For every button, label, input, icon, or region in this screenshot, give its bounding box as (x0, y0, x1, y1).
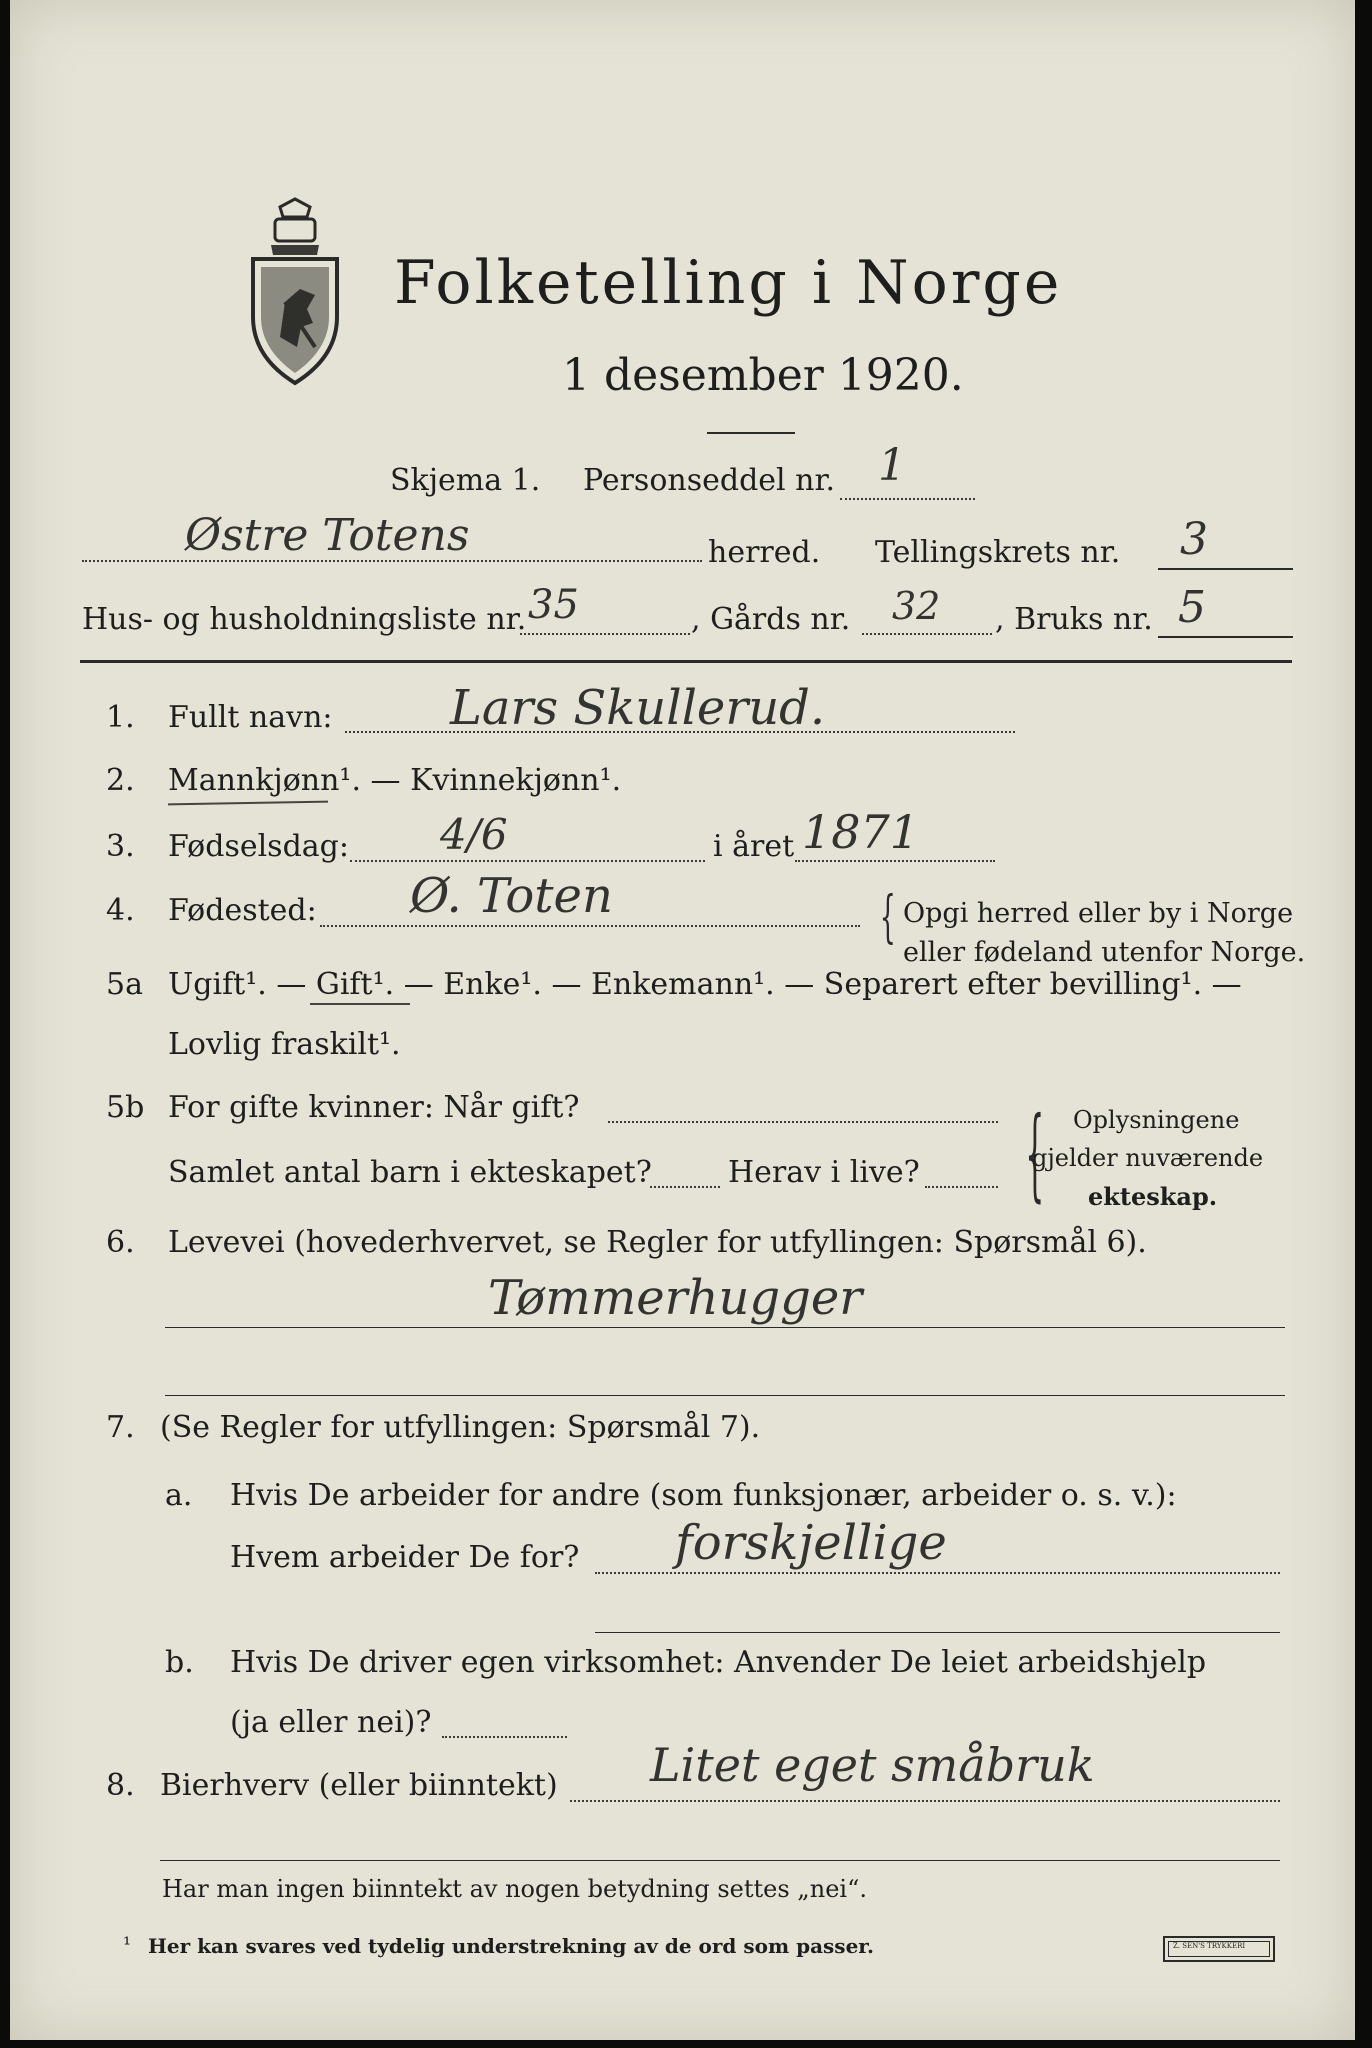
herred-value[interactable]: Østre Totens (185, 510, 470, 561)
skjema-label: Skjema 1. (390, 463, 541, 498)
q7a-dotline (595, 1572, 1280, 1574)
q6-number: 6. (106, 1225, 135, 1260)
q4-birthplace-value[interactable]: Ø. Toten (410, 868, 613, 924)
gards-value[interactable]: 32 (892, 584, 941, 628)
q5b-brace: { (1025, 1095, 1045, 1212)
q4-brace: { (879, 885, 896, 950)
q5b-children-total: Samlet antal barn i ekteskapet? (168, 1155, 652, 1190)
q5b-children-alive: Herav i live? (728, 1155, 920, 1190)
q2-gender-options: Mannkjønn¹. — Kvinnekjønn¹. (168, 763, 622, 798)
hus-label: Hus- og husholdningsliste nr. (82, 602, 527, 637)
q7b-line2: (ja eller nei)? (230, 1705, 432, 1740)
q7a-line-extra (595, 1632, 1280, 1633)
gards-label: , Gårds nr. (691, 602, 851, 637)
q3-dotline (350, 860, 705, 862)
personseddel-value[interactable]: 1 (878, 440, 906, 491)
q3-birthyear-value[interactable]: 1871 (802, 805, 920, 859)
hus-value[interactable]: 35 (528, 582, 579, 628)
tellingskrets-line (1158, 568, 1293, 570)
q5b-note-line2: gjelder nuværende (1032, 1144, 1264, 1172)
q1-number: 1. (106, 700, 135, 735)
q7-number: 7. (106, 1410, 135, 1445)
q4-note-line1: Opgi herred eller by i Norge (903, 898, 1294, 929)
norwegian-coat-of-arms-seal (245, 197, 345, 387)
form-title: Folketelling i Norge (394, 248, 1063, 318)
q8-number: 8. (106, 1768, 135, 1803)
q6-occupation-value[interactable]: Tømmerhugger (488, 1270, 863, 1326)
footnote-text: Her kan svares ved tydelig understrekning av de ord som passer. (148, 1934, 874, 1958)
personseddel-label: Personseddel nr. (583, 463, 836, 498)
header-separator (80, 660, 1292, 663)
q3-label: Fødselsdag: (168, 829, 349, 864)
q5b-number: 5b (106, 1090, 145, 1125)
q3-year-dotline (795, 860, 995, 862)
tellingskrets-label: Tellingskrets nr. (875, 535, 1121, 570)
printer-stamp-text: Z. SEN'S TRYKKERI (1173, 1942, 1246, 1950)
q5b-note-line1: Oplysningene (1073, 1106, 1240, 1134)
personseddel-dotline (840, 498, 975, 500)
herred-label: herred. (708, 535, 821, 570)
q3-birthdate-value[interactable]: 4/6 (440, 810, 508, 859)
printer-stamp (1163, 1936, 1275, 1962)
title-divider (707, 432, 795, 434)
q6-line1 (165, 1327, 1285, 1328)
q3-year-label: i året (713, 829, 795, 864)
q5a-marital-options: Ugift¹. — Gift¹. — Enke¹. — Enkemann¹. — Separert efter bevilling¹. — (168, 967, 1242, 1002)
q1-full-name-value[interactable]: Lars Skullerud. (450, 680, 826, 736)
herred-dotline (82, 560, 702, 562)
q8-label: Bierhverv (eller biinntekt) (160, 1768, 558, 1803)
q6-line2 (165, 1395, 1285, 1396)
q7-label: (Se Regler for utfyllingen: Spørsmål 7). (160, 1410, 761, 1445)
q8-dotline (570, 1800, 1280, 1802)
q5b-when-married: For gifte kvinner: Når gift? (168, 1090, 580, 1125)
q8-side-income-value[interactable]: Litet eget småbruk (650, 1738, 1095, 1792)
q7b-dotline (442, 1736, 567, 1738)
form-date: 1 desember 1920. (562, 350, 964, 401)
q4-label: Fødested: (168, 893, 317, 928)
q5a-number: 5a (106, 967, 143, 1002)
q4-note-line2: eller fødeland utenfor Norge. (903, 937, 1306, 968)
q5b-children-dotline (650, 1186, 720, 1188)
q7a-employer-value[interactable]: forskjellige (675, 1515, 947, 1571)
q8-line-extra (160, 1860, 1280, 1861)
bruks-value[interactable]: 5 (1178, 582, 1206, 633)
q5b-note-line3: ekteskap. (1088, 1182, 1218, 1211)
q2-number: 2. (106, 763, 135, 798)
footer-note: Har man ingen biinntekt av nogen betydning settes „nei“. (162, 1875, 867, 1903)
q4-dotline (320, 925, 860, 927)
q5b-when-dotline (608, 1121, 998, 1123)
hus-dotline (520, 633, 690, 635)
q2-mannkjonn-underline (168, 801, 328, 806)
bruks-line (1158, 636, 1293, 638)
q5b-alive-dotline (925, 1186, 998, 1188)
q7a-letter: a. (165, 1478, 193, 1513)
census-form-sheet (10, 0, 1355, 2040)
q1-label: Fullt navn: (168, 700, 333, 735)
q7b-line1: Hvis De driver egen virksomhet: Anvender De leiet arbeidshjelp (230, 1645, 1207, 1680)
footnote-mark: ¹ (123, 1932, 132, 1956)
tellingskrets-value[interactable]: 3 (1180, 514, 1208, 565)
q7b-letter: b. (165, 1645, 194, 1680)
bruks-label: , Bruks nr. (995, 602, 1153, 637)
q6-label: Levevei (hovederhvervet, se Regler for utfyllingen: Spørsmål 6). (168, 1225, 1147, 1260)
gards-dotline (862, 633, 992, 635)
q3-number: 3. (106, 829, 135, 864)
q7a-line2: Hvem arbeider De for? (230, 1540, 580, 1575)
q4-number: 4. (106, 893, 135, 928)
q7a-line1: Hvis De arbeider for andre (som funksjonær, arbeider o. s. v.): (230, 1478, 1177, 1513)
q5a-marital-options-2: Lovlig fraskilt¹. (168, 1027, 401, 1062)
q5a-gift-underline (310, 1003, 410, 1005)
